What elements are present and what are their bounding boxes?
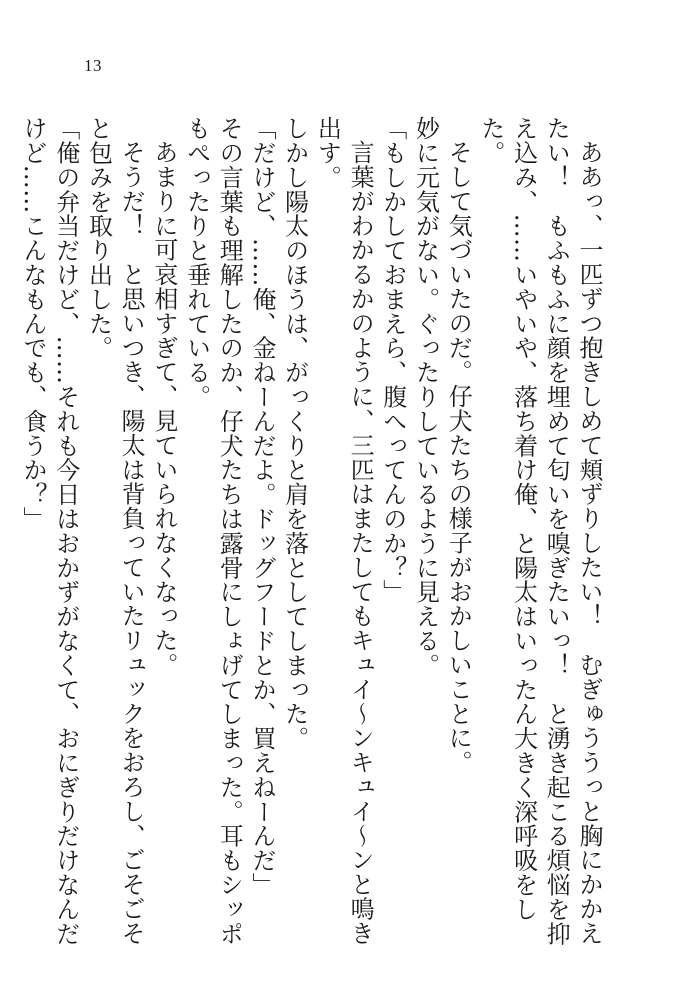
paragraph: その言葉も理解したのか、仔犬たちは露骨にしょげてしまった。耳もシッポもぺったりと垂れている。	[182, 116, 244, 946]
paragraph: 妙に元気がない。ぐったりしているように見える。	[411, 116, 440, 678]
paragraph: 「俺の弁当だけど、……それも今日はおかずがなくて、おにぎりだけなんだけど……こんなもんでも、食うか？」	[19, 116, 80, 946]
paragraph: ああっ、一匹ずつ抱きしめて頬ずりしたい！ むぎゅううっと胸にかかえたい！ もふもふに顔を埋めて匂いを嗅ぎたいっ！ と湧き起こる煩悩を抑え込み、……いやいや、落ち着け俺、と陽太はいったん大きく深呼吸をした。	[476, 116, 603, 946]
paragraph: 「だけど、……俺、金ねーんだよ。ドッグフードとか、買えねーんだ」	[247, 116, 276, 897]
paragraph: そうだ！ と思いつき、陽太は背負っていたリュックをおろし、ごそごそと包みを取り出した。	[84, 116, 146, 946]
paragraph: そして気づいたのだ。仔犬たちの様子がおかしいことに。	[444, 140, 473, 775]
body-text	[19, 116, 605, 954]
paragraph: 「もしかしておまえら、腹へってんのか？」	[378, 116, 407, 604]
paragraph: しかし陽太のほうは、がっくりと肩を落としてしまった。	[280, 116, 309, 751]
paragraph: 言葉がわかるかのように、三匹はまたしてもキュイ〜ンキュイ〜ンと鳴き出す。	[313, 116, 375, 946]
paragraph: あまりに可哀相すぎて、見ていられなくなった。	[149, 140, 178, 677]
page-number: 13	[84, 56, 102, 75]
